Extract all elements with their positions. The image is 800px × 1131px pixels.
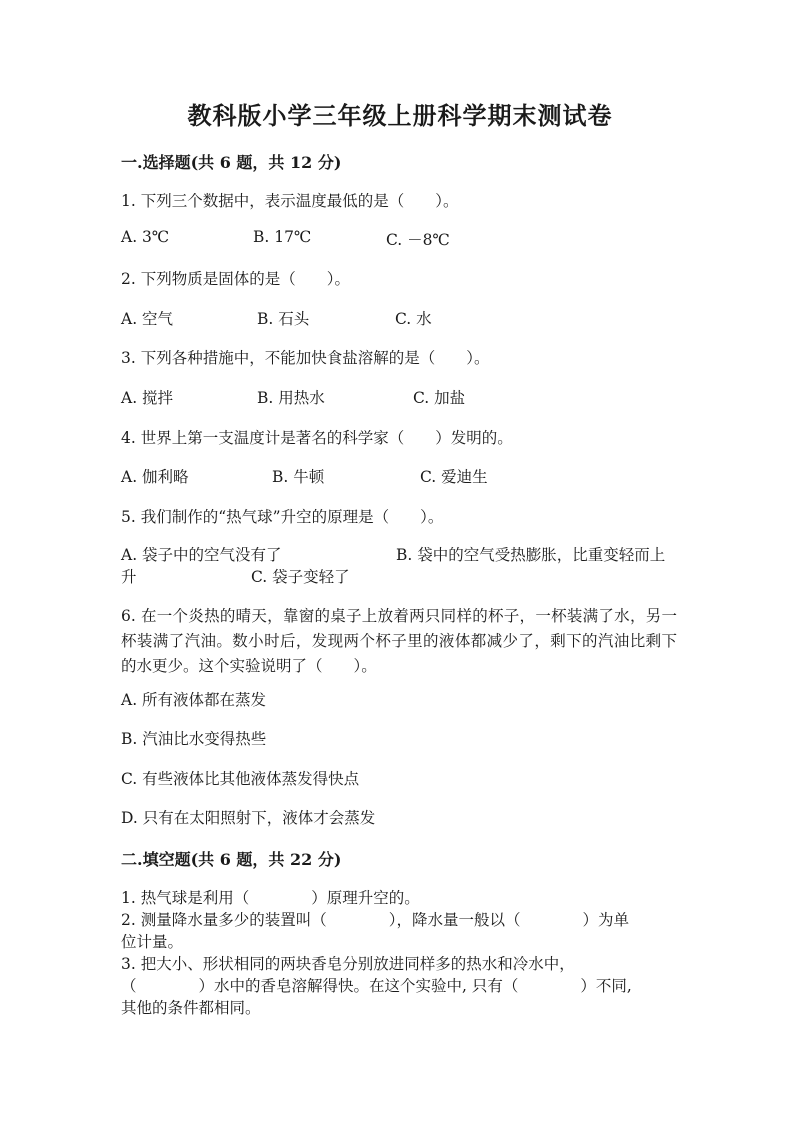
question-5-option-a: A. 袋子中的空气没有了 — [121, 546, 282, 564]
question-1-option-c: C. －8℃ — [386, 231, 450, 249]
question-4-option-a: A. 伽利略 — [121, 468, 189, 486]
question-2-option-b: B. 石头 — [257, 310, 310, 328]
fill-question-1: 1. 热气球是利用（ ）原理升空的。 — [121, 889, 420, 907]
question-1-option-a: A. 3℃ — [121, 228, 170, 246]
question-5-stem: 5. 我们制作的“热气球”升空的原理是（ ）。 — [121, 508, 444, 526]
fill-question-2: 2. 测量降水量多少的装置叫（ ），降水量一般以（ ）为单 — [121, 911, 629, 929]
question-5-option-b-continued: 升 — [121, 568, 137, 586]
question-2-stem: 2. 下列物质是固体的是（ ）。 — [121, 270, 350, 288]
fill-question-3: 3. 把大小、形状相同的两块香皂分别放进同样多的热水和冷水中， — [121, 955, 575, 973]
question-6-option-d: D. 只有在太阳照射下，液体才会蒸发 — [121, 809, 376, 827]
fill-question-2-continued: 位计量。 — [121, 933, 184, 951]
question-6-option-c: C. 有些液体比其他液体蒸发得快点 — [121, 770, 360, 788]
question-5-option-c: C. 袋子变轻了 — [251, 568, 350, 586]
section-heading-choice: 一.选择题(共 6 题，共 12 分) — [121, 153, 342, 172]
question-4-stem: 4. 世界上第一支温度计是著名的科学家（ ）发明的。 — [121, 429, 513, 447]
question-4-option-b: B. 牛顿 — [272, 468, 325, 486]
question-3-stem: 3. 下列各种措施中，不能加快食盐溶解的是（ ）。 — [121, 349, 490, 367]
question-1-option-b: B. 17℃ — [253, 228, 312, 246]
question-5-option-b: B. 袋中的空气受热膨胀，比重变轻而上 — [396, 546, 666, 564]
fill-question-3-line-2: （ ）水中的香皂溶解得快。在这个实验中, 只有（ ）不同, — [121, 977, 632, 995]
question-4-option-c: C. 爱迪生 — [420, 468, 488, 486]
section-heading-fill: 二.填空题(共 6 题，共 22 分) — [121, 850, 342, 869]
page-title: 教科版小学三年级上册科学期末测试卷 — [187, 101, 613, 130]
question-6-option-b: B. 汽油比水变得热些 — [121, 730, 267, 748]
question-1-stem: 1. 下列三个数据中，表示温度最低的是（ ）。 — [121, 192, 459, 210]
question-6-option-a: A. 所有液体都在蒸发 — [121, 691, 267, 709]
question-3-option-b: B. 用热水 — [257, 389, 325, 407]
question-2-option-c: C. 水 — [395, 310, 432, 328]
question-2-option-a: A. 空气 — [121, 310, 174, 328]
question-3-option-c: C. 加盐 — [413, 389, 466, 407]
question-6-stem: 6. 在一个炎热的晴天，靠窗的桌子上放着两只同样的杯子，一杯装满了水，另一杯装满了汽油。数小时后，发现两个杯子里的液体都减少了，剩下的汽油比剩下的水更少。这个实验说明了（ ）。 — [121, 607, 677, 675]
question-3-option-a: A. 搅拌 — [121, 389, 174, 407]
fill-question-3-line-3: 其他的条件都相同。 — [121, 999, 261, 1017]
